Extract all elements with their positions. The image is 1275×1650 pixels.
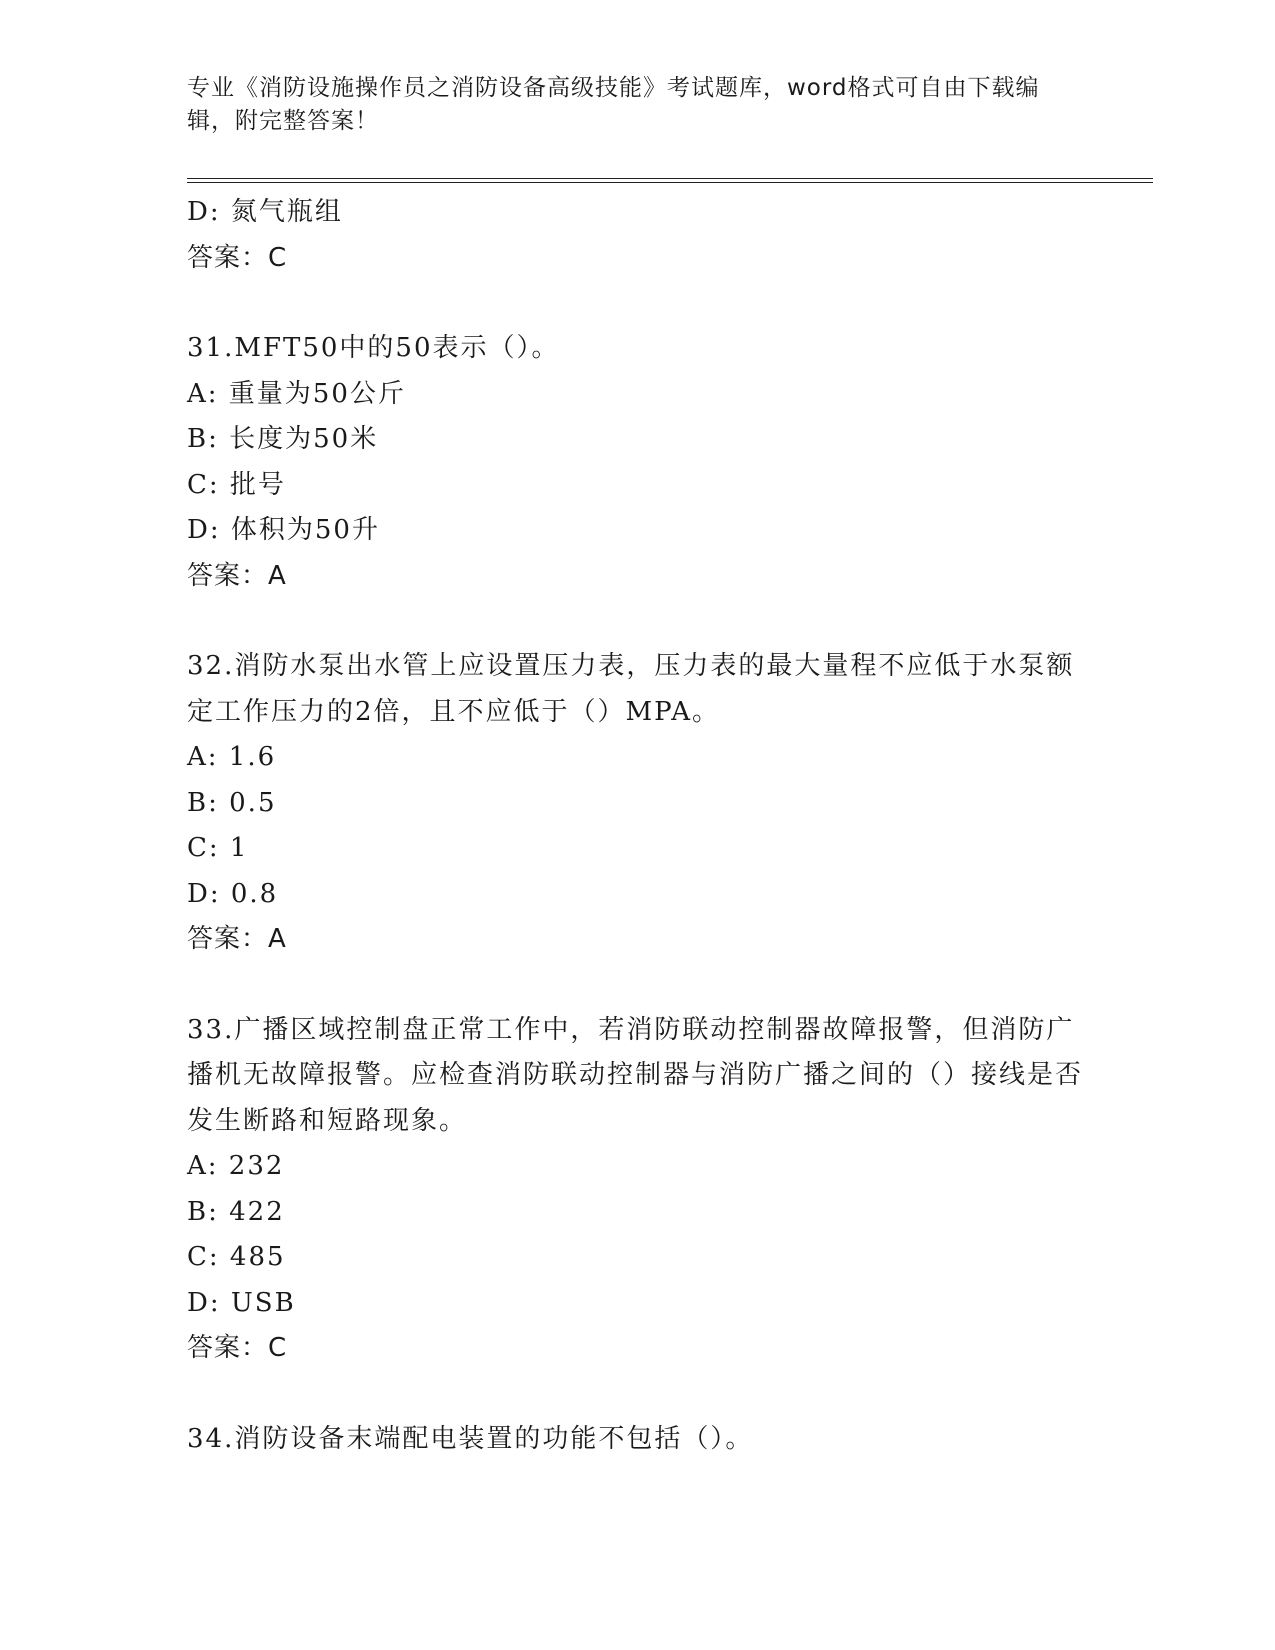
- option-c: C: 批号: [187, 469, 286, 500]
- document-body: [187, 190, 1087, 1462]
- header-divider-bottom: [187, 182, 1153, 183]
- option-a: A: 232: [187, 1151, 285, 1181]
- option-b: B: 422: [187, 1196, 285, 1227]
- question-text: 34.消防设备末端配电装置的功能不包括（）。: [187, 1423, 754, 1454]
- option-b: B: 0.5: [187, 787, 277, 818]
- option-c: C: 485: [187, 1242, 286, 1272]
- answer: 答案：C: [187, 1333, 288, 1363]
- option-b: B: 长度为50米: [187, 424, 379, 454]
- header-line-2: 辑，附完整答案！: [187, 108, 379, 134]
- header-line-1: 专业《消防设施操作员之消防设备高级技能》考试题库，word格式可自由下载编: [187, 75, 1040, 101]
- prev-answer: 答案：C: [187, 242, 288, 273]
- option-d: D: USB: [187, 1287, 296, 1318]
- document-header: [187, 72, 1087, 138]
- question-33: [187, 1008, 1087, 1372]
- option-d: D: 0.8: [187, 878, 279, 909]
- option-a: A: 1.6: [187, 742, 277, 772]
- option-c: C: 1: [187, 833, 249, 863]
- question-text: 32.消防水泵出水管上应设置压力表，压力表的最大量程不应低于水泵额定工作压力的2倍，且不应低于（）MPA。: [187, 651, 1075, 727]
- header-divider-top: [187, 178, 1153, 179]
- option-a: A: 重量为50公斤: [187, 378, 406, 409]
- answer: 答案：A: [187, 924, 287, 954]
- answer: 答案：A: [187, 560, 287, 591]
- question-31: [187, 326, 1087, 599]
- question-text: 33.广播区域控制盘正常工作中，若消防联动控制器故障报警，但消防广播机无故障报警。应检查消防联动控制器与消防广播之间的（）接线是否发生断路和短路现象。: [187, 1014, 1084, 1136]
- question-34: [187, 1417, 1087, 1463]
- question-text: 31.MFT50中的50表示（）。: [187, 333, 560, 363]
- question-32: [187, 644, 1087, 963]
- prev-option-d: D: 氮气瓶组: [187, 197, 343, 227]
- option-d: D: 体积为50升: [187, 515, 380, 545]
